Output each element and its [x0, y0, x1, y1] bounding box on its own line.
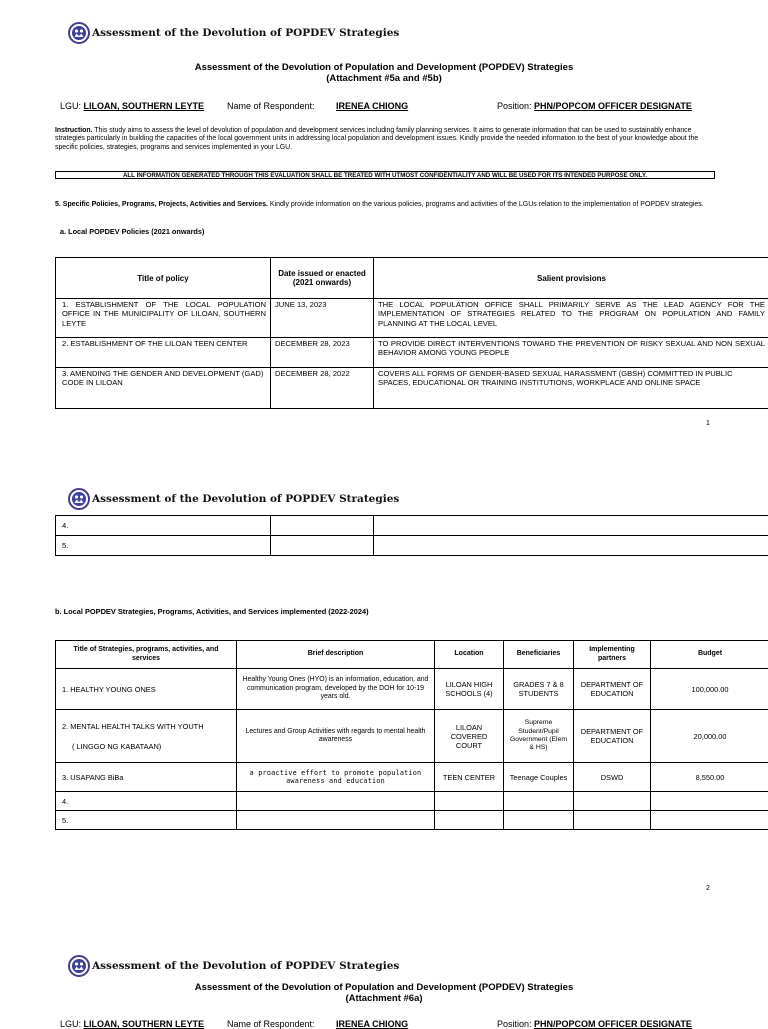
popcom-logo-icon: [68, 955, 90, 977]
position-field: Position: PHN/POPCOM OFFICER DESIGNATE: [497, 1019, 692, 1029]
strategy-beneficiaries: GRADES 7 & 8 STUDENTS: [504, 669, 574, 710]
page-number: 2: [706, 885, 710, 892]
strategy-title-sub: ( LINGGO NG KABATAAN): [62, 742, 232, 751]
respondent-field: Name of Respondent:: [227, 101, 315, 111]
strategy-location: LILOAN COVERED COURT: [435, 710, 504, 763]
policy-date: JUNE 13, 2023: [271, 299, 374, 338]
table-row: [56, 669, 768, 710]
popcom-logo-icon: [68, 22, 90, 44]
policy-provisions: [374, 536, 768, 556]
document-title: Assessment of the Devolution of Population and Development (POPDEV) Strategies (Attachment #6a): [0, 982, 768, 1004]
header-title-of-policy: Title of policy: [56, 258, 271, 299]
policy-date: [271, 536, 374, 556]
strategy-title-cell: [56, 710, 237, 763]
strategy-partners: DSWD: [574, 763, 651, 792]
policies-table-continued: [55, 515, 768, 556]
header-location: Location: [435, 641, 504, 669]
strategy-beneficiaries: Teenage Couples: [504, 763, 574, 792]
table-row: [56, 811, 768, 830]
document-title: Assessment of the Devolution of Population and Development (POPDEV) Strategies (Attachment #5a and #5b): [0, 62, 768, 84]
empty-cell: [651, 811, 768, 830]
policy-row-number: 5.: [56, 536, 271, 556]
policies-header-row: [56, 258, 768, 299]
policy-title: 2. ESTABLISHMENT OF THE LILOAN TEEN CENTER: [56, 338, 271, 368]
strategy-description: Healthy Young Ones (HYO) is an information, education, and communication program, developed by the DOH for 10-19 years old.: [237, 669, 435, 710]
subsection-b-heading: b. Local POPDEV Strategies, Programs, Activities, and Services implemented (2022-2024): [55, 607, 369, 616]
empty-cell: [651, 792, 768, 811]
policy-date: DECEMBER 28, 2023: [271, 338, 374, 368]
strategy-row-number: 5.: [56, 811, 237, 830]
policy-row-number: 4.: [56, 516, 271, 536]
policy-date: DECEMBER 28, 2022: [271, 368, 374, 409]
page-number: 1: [706, 420, 710, 427]
strategy-location: TEEN CENTER: [435, 763, 504, 792]
header-strategy-title: Title of Strategies, programs, activities, and services: [56, 641, 237, 669]
strategy-title: 3. USAPANG BiBa: [56, 763, 237, 792]
table-row: [56, 516, 768, 536]
policy-provisions: [374, 516, 768, 536]
header-salient-provisions: Salient provisions: [374, 258, 768, 299]
brand-title: Assessment of the Devolution of POPDEV Strategies: [92, 493, 399, 505]
strategy-budget: 100,000.00: [651, 669, 768, 710]
strategy-title: 2. MENTAL HEALTH TALKS WITH YOUTH: [62, 722, 232, 731]
lgu-field: LGU: LILOAN, SOUTHERN LEYTE: [60, 101, 204, 111]
empty-cell: [435, 792, 504, 811]
table-row: [56, 792, 768, 811]
strategy-beneficiaries: Supreme Student/Pupil Government (Elem & HS): [504, 710, 574, 763]
brand-title: Assessment of the Devolution of POPDEV Strategies: [92, 27, 399, 39]
header-brief-description: Brief description: [237, 641, 435, 669]
policy-provisions: COVERS ALL FORMS OF GENDER-BASED SEXUAL HARASSMENT (GBSH) COMMITTED IN PUBLIC SPACES, EDUCATIONAL OR TRAINING INSTITUTIONS, WORKPLACE AND ONLINE SPACE: [374, 368, 768, 409]
page3-header-brand: [68, 955, 399, 977]
subsection-a-heading: a. Local POPDEV Policies (2021 onwards): [60, 227, 204, 236]
policy-provisions: TO PROVIDE DIRECT INTERVENTIONS TOWARD THE PREVENTION OF RISKY SEXUAL AND NON SEXUAL BEHAVIOR AMONG YOUNG PEOPLE: [374, 338, 768, 368]
empty-cell: [504, 792, 574, 811]
strategies-table: [55, 640, 768, 830]
table-row: [56, 536, 768, 556]
policy-provisions: THE LOCAL POPULATION OFFICE SHALL PRIMARILY SERVE AS THE LEAD AGENCY FOR THE IMPLEMENTATION OF STRATEGIES RELATED TO THE PROGRAM ON POPULATION AND FAMILY PLANNING AT THE LOCAL LEVEL: [374, 299, 768, 338]
table-row: [56, 368, 768, 409]
strategy-budget: 8,550.00: [651, 763, 768, 792]
strategy-location: LILOAN HIGH SCHOOLS (4): [435, 669, 504, 710]
table-row: [56, 763, 768, 792]
popcom-logo-icon: [68, 488, 90, 510]
empty-cell: [237, 811, 435, 830]
respondent-value: IRENEA CHIONG: [336, 101, 408, 111]
header-implementing-partners: Implementing partners: [574, 641, 651, 669]
policy-title: 3. AMENDING THE GENDER AND DEVELOPMENT (GAD) CODE IN LILOAN: [56, 368, 271, 409]
strategy-partners: DEPARTMENT OF EDUCATION: [574, 710, 651, 763]
header-beneficiaries: Beneficiaries: [504, 641, 574, 669]
page2-header-brand: [68, 488, 399, 510]
empty-cell: [435, 811, 504, 830]
policy-date: [271, 516, 374, 536]
respondent-value: IRENEA CHIONG: [336, 1019, 408, 1029]
empty-cell: [574, 792, 651, 811]
empty-cell: [237, 792, 435, 811]
empty-cell: [504, 811, 574, 830]
strategy-title: 1. HEALTHY YOUNG ONES: [56, 669, 237, 710]
brand-title: Assessment of the Devolution of POPDEV Strategies: [92, 960, 399, 972]
strategy-partners: DEPARTMENT OF EDUCATION: [574, 669, 651, 710]
page1-header-brand: [68, 22, 399, 44]
header-date-issued: Date issued or enacted (2021 onwards): [271, 258, 374, 299]
position-field: Position: PHN/POPCOM OFFICER DESIGNATE: [497, 101, 692, 111]
lgu-field: LGU: LILOAN, SOUTHERN LEYTE: [60, 1019, 204, 1029]
policy-title: 1. ESTABLISHMENT OF THE LOCAL POPULATION OFFICE IN THE MUNICIPALITY OF LILOAN, SOUTHERN LEYTE: [56, 299, 271, 338]
respondent-field: Name of Respondent:: [227, 1019, 315, 1029]
table-row: [56, 299, 768, 338]
strategy-budget: 20,000.00: [651, 710, 768, 763]
instruction-paragraph: Instruction. This study aims to assess the level of devolution of population and development services including family planning services. It aims to generate information that can be used to sustainably enhance strategies particularly in building the capacities of the local government units in addressing local population and development issues. Kindly provide the needed information to the best of your knowledge about the specific policies, strategies, programs and services implemented in your LGU.: [55, 127, 715, 152]
table-row: [56, 338, 768, 368]
empty-cell: [574, 811, 651, 830]
strategy-description: Lectures and Group Activities with regards to mental health awareness: [237, 710, 435, 763]
strategy-description: a proactive effort to promote population awareness and education: [237, 763, 435, 792]
header-budget: Budget: [651, 641, 768, 669]
policies-table: [55, 257, 768, 409]
section-5-heading: 5. Specific Policies, Programs, Projects, Activities and Services. Kindly provide information on the various policies, programs and activities of the LGUs relation to the implementation of POPDEV strategies.: [55, 201, 715, 209]
table-row: [56, 710, 768, 763]
strategy-row-number: 4.: [56, 792, 237, 811]
strategies-header-row: [56, 641, 768, 669]
confidentiality-notice: ALL INFORMATION GENERATED THROUGH THIS EVALUATION SHALL BE TREATED WITH UTMOST CONFIDENTIALITY AND WILL BE USED FOR ITS INTENDED PURPOSE ONLY.: [55, 171, 715, 179]
